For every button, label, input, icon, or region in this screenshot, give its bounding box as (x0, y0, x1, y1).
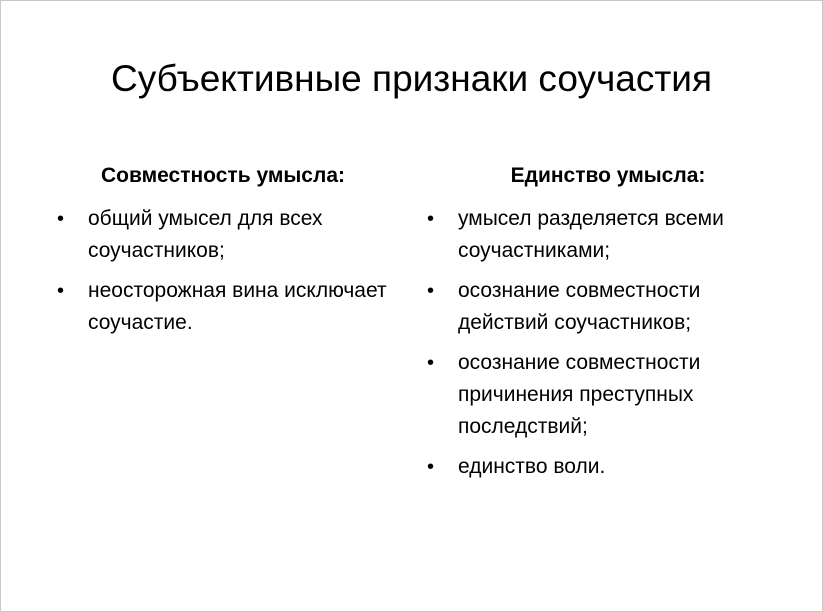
left-bullet-list (53, 203, 393, 339)
left-column (53, 159, 393, 347)
right-bullet-list (423, 203, 793, 483)
right-column-heading: Единство умысла: (510, 164, 706, 187)
list-item (423, 275, 793, 339)
list-item-text: осознание совместности действий соучастников; (458, 279, 701, 334)
bullet-icon: • (57, 280, 65, 302)
bullet-icon: • (427, 280, 435, 302)
bullet-icon: • (57, 208, 65, 230)
list-item-text: единство воли. (458, 455, 606, 478)
left-column-heading: Совместность умысла: (100, 164, 346, 187)
bullet-icon: • (427, 352, 435, 374)
bullet-icon: • (427, 208, 435, 230)
list-item-text: общий умысел для всех соучастников; (88, 207, 323, 262)
right-column (423, 159, 793, 491)
list-item (423, 451, 793, 483)
bullet-icon: • (427, 456, 435, 478)
list-item (423, 203, 793, 267)
list-item (53, 203, 393, 267)
list-item (53, 275, 393, 339)
slide-title: Субъективные признаки соучастия (110, 58, 713, 99)
list-item (423, 347, 793, 443)
list-item-text: осознание совместности причинения преступных последствий; (458, 351, 701, 438)
list-item-text: умысел разделяется всеми соучастниками; (458, 207, 724, 262)
list-item-text: неосторожная вина исключает соучастие. (88, 279, 387, 334)
